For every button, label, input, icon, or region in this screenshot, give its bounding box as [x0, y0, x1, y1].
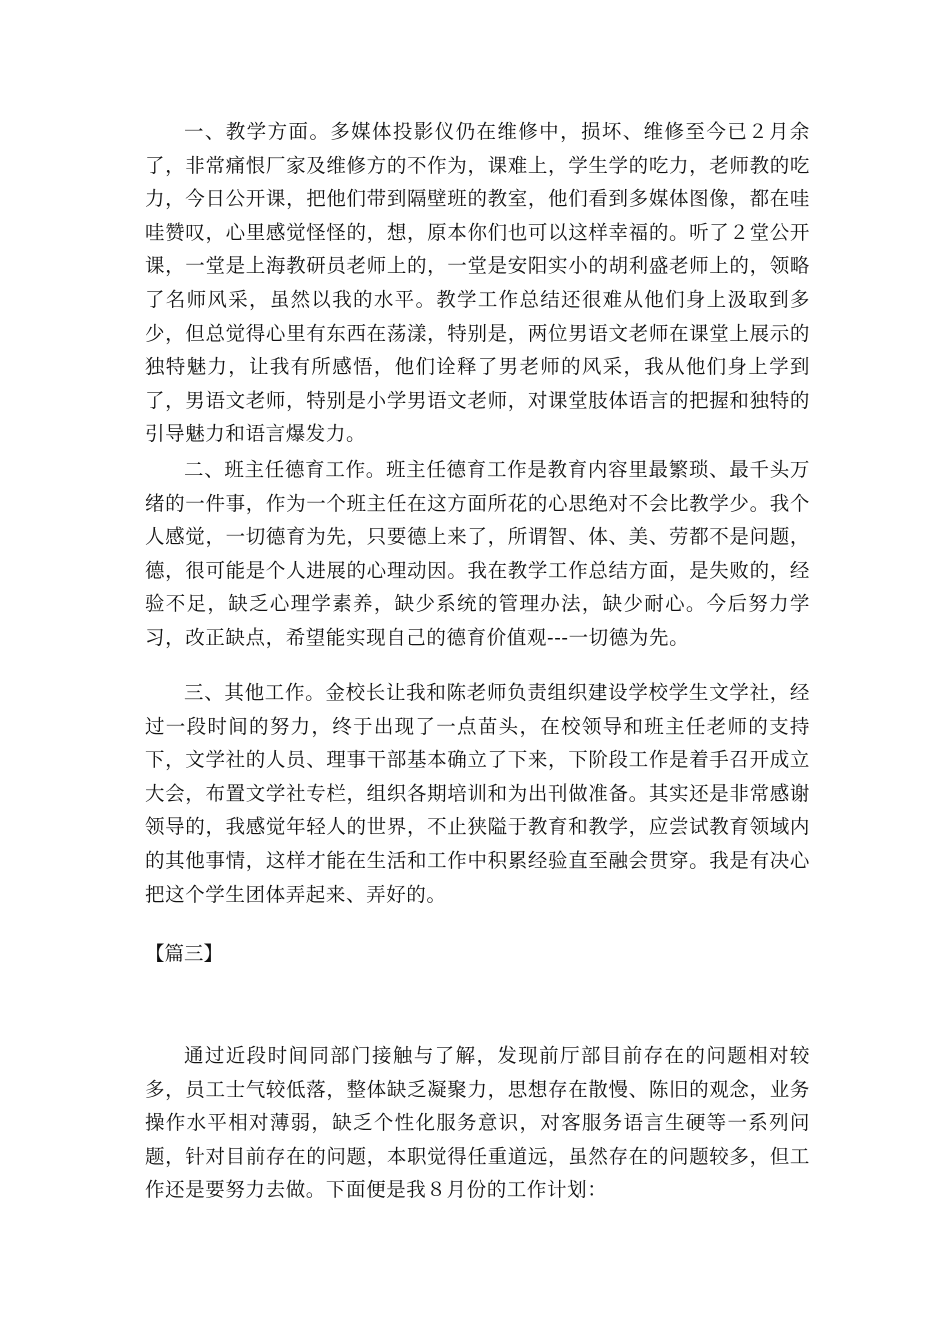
paragraph-other-work: 三、其他工作。金校长让我和陈老师负责组织建设学校学生文学社，经过一段时间的努力，终于出现了一点苗头，在校领导和班主任老师的支持下，文学社的人员、理事干部基本确立了下来，下阶段工作是着手召开成立大会，布置文学社专栏，组织各期培训和为出刊做准备。其实还是非常感谢领导的，我感觉年轻人的世界，不止狭隘于教育和教学，应尝试教育领域内的其他事情，这样才能在生活和工作中积累经验直至融会贯穿。我是有决心把这个学生团体弄起来、弄好的。 [145, 681, 810, 906]
paragraph-moral-education: 二、班主任德育工作。班主任德育工作是教育内容里最繁琐、最千头万绪的一件事，作为一个班主任在这方面所花的心思绝对不会比教学少。我个人感觉，一切德育为先，只要德上来了，所谓智、体、美、劳都不是问题，德，很可能是个人进展的心理动因。我在教学工作总结方面，是失败的，经验不足，缺乏心理学素养，缺少系统的管理办法，缺少耐心。今后努力学习，改正缺点，希望能实现自己的德育价值观---一切德为先。 [145, 458, 810, 649]
paragraph-teaching: 一、教学方面。多媒体投影仪仍在维修中，损坏、维修至今已２月余了，非常痛恨厂家及维修方的不作为，课难上，学生学的吃力，老师教的吃力，今日公开课，把他们带到隔壁班的教室，他们看到多媒体图像，都在哇哇赞叹，心里感觉怪怪的，想，原本你们也可以这样幸福的。听了２堂公开课，一堂是上海教研员老师上的，一堂是安阳实小的胡利盛老师上的，领略了名师风采，虽然以我的水平。教学工作总结还很难从他们身上汲取到多少，但总觉得心里有东西在荡漾，特别是，两位男语文老师在课堂上展示的独特魅力，让我有所感悟，他们诠释了男老师的风采，我从他们身上学到了，男语文老师，特别是小学男语文老师，对课堂肢体语言的把握和独特的引导魅力和语言爆发力。 [145, 120, 810, 446]
section-heading: 【篇三】 [145, 942, 224, 965]
paragraph-work-plan: 通过近段时间同部门接触与了解，发现前厅部目前存在的问题相对较多，员工士气较低落，整体缺乏凝聚力，思想存在散慢、陈旧的观念，业务操作水平相对薄弱，缺乏个性化服务意识，对客服务语言生硬等一系列问题，针对目前存在的问题，本职觉得任重道远，虽然存在的问题较多，但工作还是要努力去做。下面便是我８月份的工作计划： [145, 1044, 810, 1202]
